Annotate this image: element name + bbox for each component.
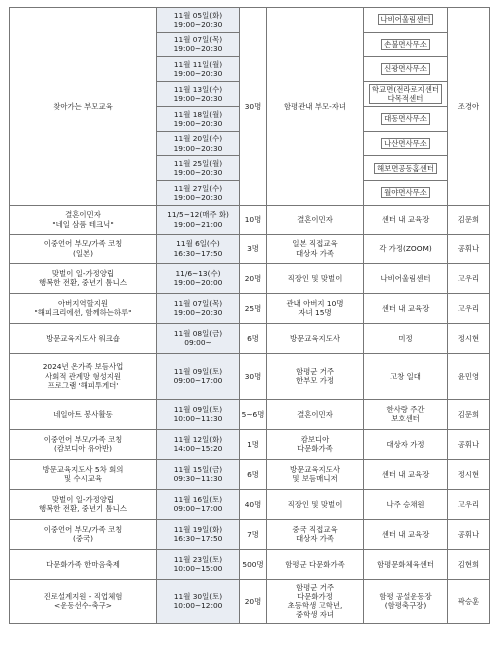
staff-name: 정시현 xyxy=(448,323,490,353)
staff-name: 김문희 xyxy=(448,399,490,429)
session-time: 14:00~15:20 xyxy=(173,444,223,454)
table-row xyxy=(10,489,490,519)
table-row xyxy=(10,234,490,263)
session-datetime xyxy=(157,234,240,263)
session-date: 11월 30일(토) xyxy=(173,591,223,601)
program-name: 결혼이민자 "네일 삼품 테크닉" xyxy=(10,205,157,234)
program-name: 방문교육지도사 워크숍 xyxy=(10,323,157,353)
session-datetime xyxy=(157,263,240,293)
venue-name: 한사랑 주간 보호센터 xyxy=(364,399,448,429)
session-date: 11월 27일(수) xyxy=(173,183,223,193)
venue-name: 센터 내 교육장 xyxy=(364,519,448,549)
participant-count: 6명 xyxy=(240,323,267,353)
staff-name: 곽승훈 xyxy=(448,579,490,623)
venue-name: 나주 승채원 xyxy=(364,489,448,519)
table-row xyxy=(10,549,490,579)
target-audience: 함평군 거주 한부모 가정 xyxy=(267,353,364,399)
session-date: 11월 23일(토) xyxy=(173,554,223,564)
program-name: 이중언어 부모/가족 코칭 (일본) xyxy=(10,234,157,263)
session-datetime xyxy=(157,57,240,82)
session-time: 19:00~20:30 xyxy=(173,168,223,178)
session-date: 11월 05일(화) xyxy=(173,10,223,20)
session-datetime xyxy=(157,156,240,181)
session-date: 11월 08일(금) xyxy=(173,328,223,338)
session-datetime xyxy=(157,519,240,549)
venue-cell xyxy=(364,131,448,156)
session-time: 19:00~20:30 xyxy=(173,192,223,202)
program-name: 2024년 온가족 보듬사업 사회적 관계망 형성지원 프로그램 '해피투게더' xyxy=(10,353,157,399)
session-date: 11/5~12(매주 화) xyxy=(167,210,229,220)
target-audience: 방문교육지도사 xyxy=(267,323,364,353)
session-time: 19:00~20:30 xyxy=(173,68,223,78)
participant-count: 6명 xyxy=(240,459,267,489)
session-date: 11월 25일(월) xyxy=(173,159,223,169)
venue-name: 대상자 가정 xyxy=(364,429,448,459)
table-row xyxy=(10,459,490,489)
session-date: 11월 19일(화) xyxy=(173,524,223,534)
program-name: 찾아가는 부모교육 xyxy=(10,8,157,206)
target-audience: 결혼이민자 xyxy=(267,399,364,429)
session-date: 11월 13일(수) xyxy=(173,84,223,94)
session-datetime xyxy=(157,459,240,489)
participant-count: 3명 xyxy=(240,234,267,263)
venue-cell xyxy=(364,8,448,33)
program-name: 맞벌이 일-가정양립 행복한 전환, 중년기 톰니스 xyxy=(10,263,157,293)
session-time: 09:30~11:30 xyxy=(173,474,223,484)
program-name: 이중언어 부모/가족 코칭 (중국) xyxy=(10,519,157,549)
staff-name: 고우리 xyxy=(448,263,490,293)
session-datetime xyxy=(157,181,240,206)
session-time: 19:00~20:30 xyxy=(173,119,223,129)
venue-cell xyxy=(364,107,448,132)
venue-cell xyxy=(364,156,448,181)
venue-name: 각 가정(ZOOM) xyxy=(364,234,448,263)
staff-name: 정시현 xyxy=(448,459,490,489)
venue-cell xyxy=(364,81,448,107)
schedule-table-body xyxy=(10,8,490,624)
program-name: 진로설계지원 - 직업체험 <운동선수-축구> xyxy=(10,579,157,623)
target-audience: 중국 직접교육 대상자 가족 xyxy=(267,519,364,549)
target-audience: 캄보디아 다문화가족 xyxy=(267,429,364,459)
table-row xyxy=(10,8,490,33)
session-date: 11/6~13(수) xyxy=(175,268,221,278)
venue-name: 나비어울림센터 xyxy=(364,263,448,293)
participant-count: 10명 xyxy=(240,205,267,234)
session-time: 09:00~17:00 xyxy=(173,376,223,386)
session-time: 19:00~20:30 xyxy=(173,19,223,29)
target-audience: 직장인 및 맞벌이 xyxy=(267,489,364,519)
session-datetime xyxy=(157,353,240,399)
staff-name: 공휘나 xyxy=(448,429,490,459)
table-row xyxy=(10,399,490,429)
participant-count: 7명 xyxy=(240,519,267,549)
staff-name: 김문희 xyxy=(448,205,490,234)
table-row xyxy=(10,263,490,293)
session-date: 11월 12일(화) xyxy=(173,434,223,444)
table-row xyxy=(10,205,490,234)
venue-name: 센터 내 교육장 xyxy=(364,459,448,489)
session-date: 11월 6일(수) xyxy=(176,239,220,249)
participant-count: 20명 xyxy=(240,263,267,293)
participant-count: 25명 xyxy=(240,293,267,323)
session-date: 11월 09일(토) xyxy=(173,404,223,414)
session-time: 19:00~20:30 xyxy=(173,143,223,153)
target-audience: 결혼이민자 xyxy=(267,205,364,234)
participant-count: 40명 xyxy=(240,489,267,519)
session-datetime xyxy=(157,399,240,429)
table-row xyxy=(10,519,490,549)
session-datetime xyxy=(157,549,240,579)
venue-name: 센터 내 교육장 xyxy=(364,205,448,234)
table-row xyxy=(10,323,490,353)
participant-count: 30명 xyxy=(240,353,267,399)
program-name: 아버지역할지원 "해피크리에션, 함께하는하루" xyxy=(10,293,157,323)
staff-name: 공휘나 xyxy=(448,234,490,263)
session-date: 11월 20일(수) xyxy=(173,134,223,144)
staff-name: 공휘나 xyxy=(448,519,490,549)
session-date: 11월 11일(월) xyxy=(173,59,223,69)
target-audience: 일본 직접교육 대상자 가족 xyxy=(267,234,364,263)
venue-name: 센터 내 교육장 xyxy=(364,293,448,323)
session-time: 16:30~17:50 xyxy=(173,248,223,258)
participant-count: 20명 xyxy=(240,579,267,623)
session-datetime xyxy=(157,489,240,519)
staff-name: 조경아 xyxy=(448,8,490,206)
staff-name: 고우리 xyxy=(448,489,490,519)
session-time: 09:00~17:00 xyxy=(173,504,223,514)
session-date: 11월 07일(목) xyxy=(173,35,223,45)
participant-count: 5~6명 xyxy=(240,399,267,429)
session-datetime xyxy=(157,205,240,234)
venue-name: 함평문화체육센터 xyxy=(364,549,448,579)
program-name: 이중언어 부모/가족 코칭 (캄보디아 유아반) xyxy=(10,429,157,459)
venue-name: 함평 공설운동장 (함평축구장) xyxy=(364,579,448,623)
session-time: 19:00~20:30 xyxy=(173,308,223,318)
session-time: 16:30~17:50 xyxy=(173,534,223,544)
table-row xyxy=(10,353,490,399)
staff-name: 김현희 xyxy=(448,549,490,579)
program-name: 네일아트 봉사활동 xyxy=(10,399,157,429)
target-audience: 관내 아버지 10명 자녀 15명 xyxy=(267,293,364,323)
venue-name: 미정 xyxy=(364,323,448,353)
session-time: 19:00~20:30 xyxy=(173,44,223,54)
staff-name: 고우리 xyxy=(448,293,490,323)
venue-name: 학교면(전라로지센터 다목적센터 xyxy=(369,84,442,105)
session-datetime xyxy=(157,32,240,57)
session-datetime xyxy=(157,81,240,107)
target-audience: 직장인 및 맞벌이 xyxy=(267,263,364,293)
session-date: 11월 16일(토) xyxy=(173,494,223,504)
target-audience: 함평관내 부모-자녀 xyxy=(267,8,364,206)
program-name: 맞벌이 일-가정양립 행복한 전환, 중년기 톰니스 xyxy=(10,489,157,519)
session-time: 10:00~11:30 xyxy=(173,414,223,424)
table-row xyxy=(10,429,490,459)
venue-cell xyxy=(364,32,448,57)
program-name: 방문교육지도사 5차 회의 및 수시교육 xyxy=(10,459,157,489)
session-datetime xyxy=(157,131,240,156)
session-time: 09:00~ xyxy=(184,338,212,348)
venue-name: 나비어울림센터 xyxy=(378,14,434,25)
session-datetime xyxy=(157,323,240,353)
venue-cell xyxy=(364,57,448,82)
session-datetime xyxy=(157,293,240,323)
session-time: 10:00~12:00 xyxy=(173,601,223,611)
table-row xyxy=(10,579,490,623)
venue-name: 손불면사무소 xyxy=(381,39,430,50)
session-date: 11월 15일(금) xyxy=(173,464,223,474)
session-datetime xyxy=(157,429,240,459)
venue-name: 월야면사무소 xyxy=(381,187,430,198)
venue-cell xyxy=(364,181,448,206)
session-datetime xyxy=(157,8,240,33)
session-datetime xyxy=(157,579,240,623)
venue-name: 해보면공동홈센터 xyxy=(374,163,437,174)
session-datetime xyxy=(157,107,240,132)
target-audience: 방문교육지도사 및 보듬매니저 xyxy=(267,459,364,489)
session-time: 19:00~20:00 xyxy=(173,278,223,288)
schedule-table xyxy=(9,7,490,624)
venue-name: 신광면사무소 xyxy=(381,63,430,74)
program-name: 다문화가족 한마음축제 xyxy=(10,549,157,579)
session-date: 11월 07일(목) xyxy=(173,298,223,308)
session-time: 19:00~21:00 xyxy=(173,219,223,229)
table-row xyxy=(10,293,490,323)
session-time: 19:00~20:30 xyxy=(173,94,223,104)
venue-name: 나산면사무소 xyxy=(381,138,430,149)
staff-name: 윤민영 xyxy=(448,353,490,399)
session-date: 11월 09일(토) xyxy=(173,366,223,376)
participant-count: 500명 xyxy=(240,549,267,579)
venue-name: 대동면사무소 xyxy=(381,113,430,124)
target-audience: 함평군 거주 다문화가정 초등학생 고학년, 중학생 자녀 xyxy=(267,579,364,623)
session-date: 11월 18일(월) xyxy=(173,109,223,119)
target-audience: 함평군 다문화가족 xyxy=(267,549,364,579)
venue-name: 고창 일대 xyxy=(364,353,448,399)
session-time: 10:00~15:00 xyxy=(173,564,223,574)
participant-count: 30명 xyxy=(240,8,267,206)
participant-count: 1명 xyxy=(240,429,267,459)
